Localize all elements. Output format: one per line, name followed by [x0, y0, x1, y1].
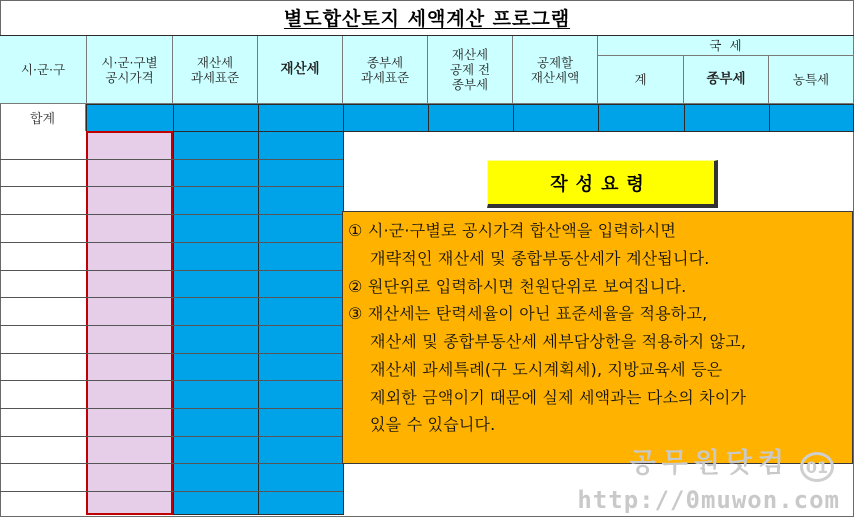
- title-text: 별도합산토지 세액계산 프로그램: [283, 8, 571, 30]
- row-separator: [0, 214, 343, 215]
- row-separator: [0, 186, 343, 187]
- header-total[interactable]: 계: [598, 56, 684, 104]
- header-deductible-property-tax[interactable]: 공제할 재산세액: [513, 36, 598, 104]
- guide-line: 제외한 금액이기 때문에 실제 세액과는 다소의 차이가: [370, 388, 747, 407]
- row-separator: [0, 463, 343, 464]
- guide-line: 재산세 및 종합부동산세 세부담상한을 적용하지 않고,: [370, 332, 747, 351]
- total-rural-special-tax-cell[interactable]: [769, 104, 854, 132]
- guide-line: 있을 수 있습니다.: [370, 415, 496, 434]
- total-public-price-cell[interactable]: [86, 104, 174, 132]
- header-rural-special-tax[interactable]: 농특세: [769, 56, 854, 104]
- row-separator: [0, 297, 343, 298]
- header-property-tax[interactable]: 재산세: [258, 36, 343, 104]
- row-separator: [0, 380, 343, 381]
- header-comprehensive-tax-base[interactable]: 종부세 과세표준: [343, 36, 428, 104]
- row-separator: [0, 270, 343, 271]
- header-public-price[interactable]: 시·군·구별 공시가격: [87, 36, 173, 104]
- guide-line: ① 시·군·구별로 공시가격 합산액을 입력하시면: [348, 221, 677, 240]
- total-property-tax-base-cell[interactable]: [173, 104, 259, 132]
- total-tax-before-deduction-cell[interactable]: [428, 104, 514, 132]
- header-national-tax[interactable]: 국세: [598, 36, 854, 56]
- guide-line: 재산세 과세특례(구 도시계획세), 지방교육세 등은: [370, 360, 723, 379]
- row-separator: [0, 325, 343, 326]
- header-tax-before-deduction[interactable]: 재산세 공제 전 종부세: [428, 36, 513, 104]
- row-separator: [0, 491, 343, 492]
- total-deductible-tax-cell[interactable]: [513, 104, 599, 132]
- guide-heading: 작성요령: [487, 160, 718, 208]
- total-row-label: 합계: [0, 104, 86, 131]
- row-separator: [0, 408, 343, 409]
- row-separator: [0, 242, 343, 243]
- watermark-logo-icon: 01: [800, 452, 834, 482]
- watermark-url: http://0muwon.com: [577, 486, 840, 514]
- header-comprehensive-tax[interactable]: 종부세: [684, 56, 769, 104]
- property-tax-base-column[interactable]: [173, 131, 259, 515]
- header-sigungu[interactable]: 시·군·구: [0, 36, 87, 104]
- total-national-tax-cell[interactable]: [598, 104, 685, 132]
- property-tax-column[interactable]: [258, 131, 344, 515]
- header-property-tax-base[interactable]: 재산세 과세표준: [173, 36, 258, 104]
- watermark-site-name: 공무원닷컴: [629, 448, 790, 479]
- total-comprehensive-tax-base-cell[interactable]: [343, 104, 429, 132]
- row-separator: [0, 159, 343, 160]
- public-price-input-column[interactable]: [86, 131, 173, 515]
- guide-line: ② 원단위로 입력하시면 천원단위로 보여집니다.: [348, 277, 687, 296]
- guide-line: ③ 재산세는 탄력세율이 아닌 표준세율을 적용하고,: [348, 304, 708, 323]
- watermark-url-block: [577, 486, 840, 514]
- watermark: [630, 448, 790, 480]
- total-comprehensive-tax-cell[interactable]: [684, 104, 770, 132]
- row-separator: [0, 353, 343, 354]
- page-title: [0, 0, 854, 35]
- row-separator: [0, 436, 343, 437]
- guide-line: 개략적인 재산세 및 종합부동산세가 계산됩니다.: [370, 249, 710, 268]
- total-property-tax-cell[interactable]: [258, 104, 344, 132]
